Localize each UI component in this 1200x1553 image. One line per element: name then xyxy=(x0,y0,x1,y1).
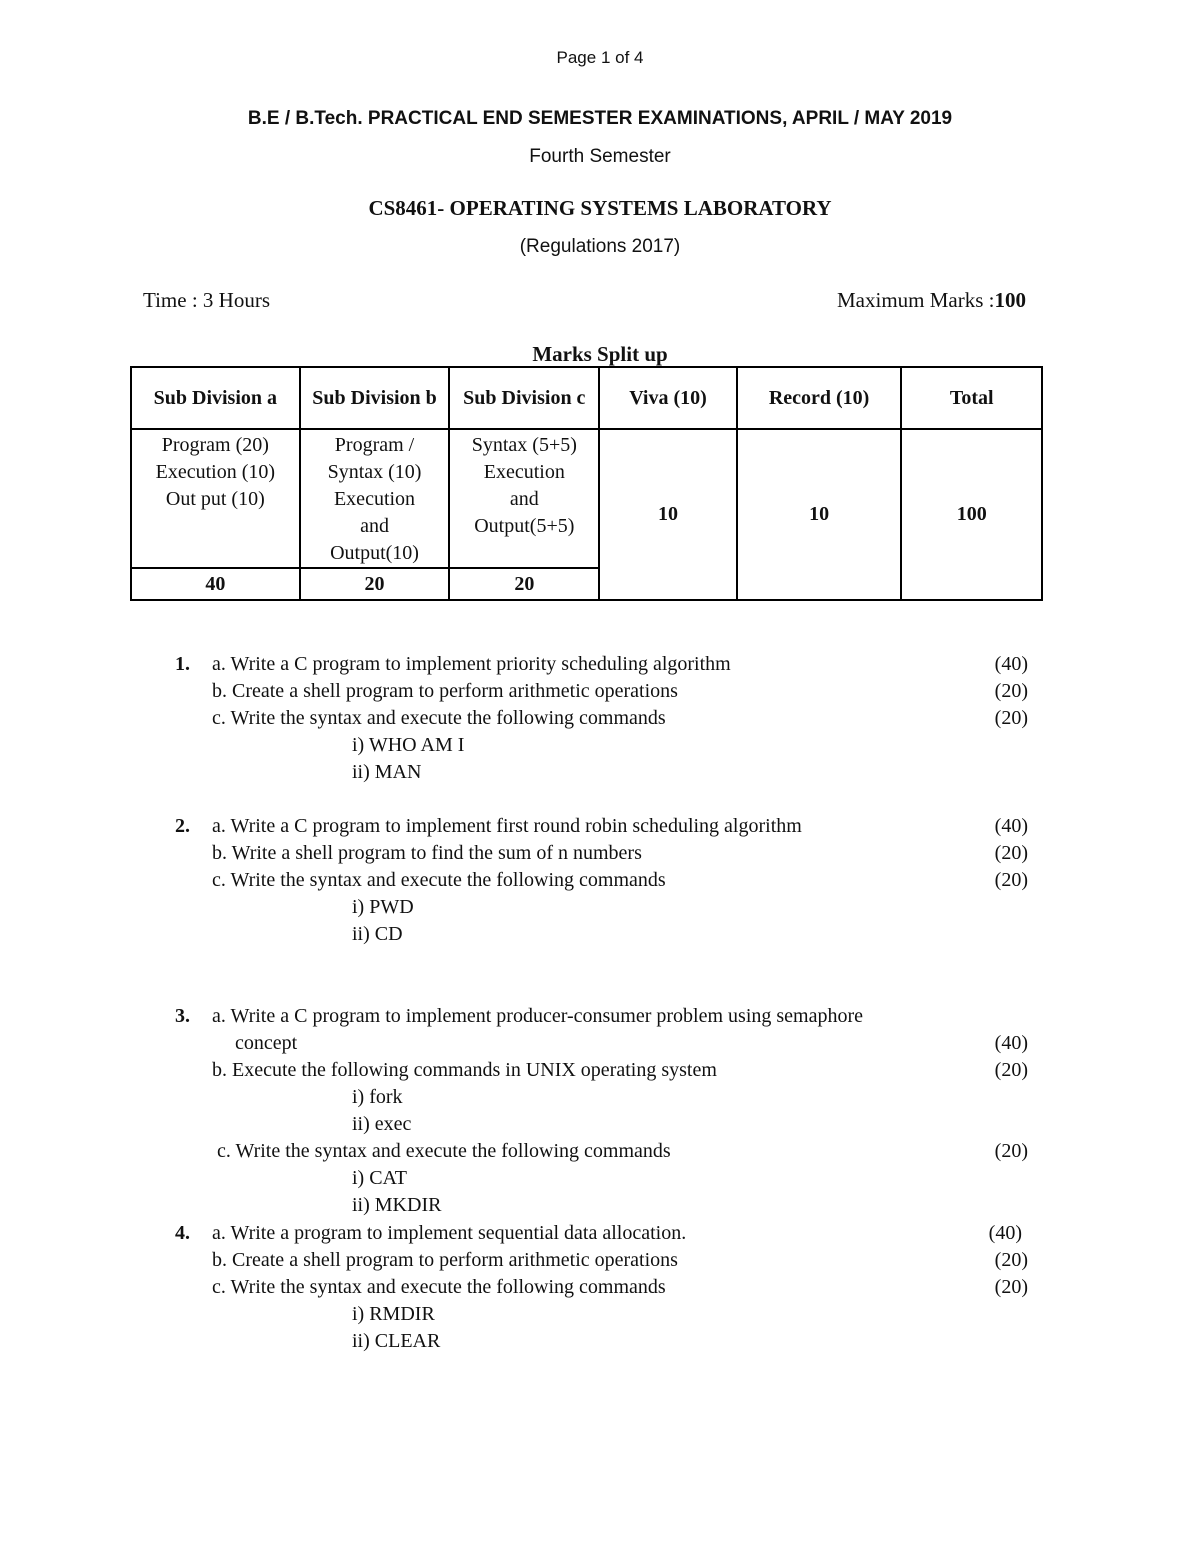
marks-split-table xyxy=(130,366,1043,601)
table-row xyxy=(131,429,1042,568)
marks-split-title: Marks Split up xyxy=(532,342,668,366)
question-part-a: a. Write a C program to implement producer-consumer problem using semaphore xyxy=(212,1005,864,1027)
sub-item: i) CAT xyxy=(352,1167,407,1189)
marks-b: (20) xyxy=(994,1059,1028,1081)
total-cell: 40 xyxy=(131,568,300,600)
desc-line: Output(10) xyxy=(330,542,419,564)
sub-item: i) PWD xyxy=(352,896,414,918)
table-header-row xyxy=(131,367,1042,429)
question-part-b: b. Create a shell program to perform arithmetic operations xyxy=(212,1249,678,1271)
total-cell: 20 xyxy=(449,568,599,600)
header-cell: Total xyxy=(901,367,1042,429)
header-cell: Sub Division a xyxy=(131,367,300,429)
time-label: Time : 3 Hours xyxy=(143,288,270,312)
regulations: (Regulations 2017) xyxy=(519,236,681,257)
max-marks-value: 100 xyxy=(994,288,1026,312)
marks-a: (40) xyxy=(988,1222,1022,1244)
question-part-c: c. Write the syntax and execute the following commands xyxy=(212,707,666,729)
viva-value: 10 xyxy=(599,429,737,600)
sub-item: ii) CD xyxy=(352,923,403,945)
desc-line: Syntax (10) xyxy=(327,461,422,483)
sub-item: ii) MKDIR xyxy=(352,1194,442,1216)
marks-b: (20) xyxy=(994,842,1028,864)
header-cell: Sub Division b xyxy=(300,367,450,429)
sub-item: i) fork xyxy=(352,1086,403,1108)
marks-a: (40) xyxy=(994,1032,1028,1054)
question-number: 2. xyxy=(175,815,190,837)
question-part-c: c. Write the syntax and execute the following commands xyxy=(212,869,666,891)
question-part-a: a. Write a C program to implement priority scheduling algorithm xyxy=(212,653,731,675)
question-part-c: c. Write the syntax and execute the following commands xyxy=(212,1276,666,1298)
desc-line: Syntax (5+5) xyxy=(471,434,577,456)
desc-cell-a xyxy=(131,429,300,568)
marks-c: (20) xyxy=(994,707,1028,729)
marks-c: (20) xyxy=(994,869,1028,891)
desc-line: Execution (10) xyxy=(155,461,276,483)
exam-title: B.E / B.Tech. PRACTICAL END SEMESTER EXAMINATIONS, APRIL / MAY 2019 xyxy=(247,108,953,129)
sub-item: ii) exec xyxy=(352,1113,412,1135)
header-cell: Viva (10) xyxy=(599,367,737,429)
desc-line: Out put (10) xyxy=(165,488,265,510)
question-part-a-cont: concept xyxy=(235,1032,298,1054)
question-part-b: b. Create a shell program to perform arithmetic operations xyxy=(212,680,678,702)
marks-c: (20) xyxy=(994,1140,1028,1162)
sub-item: ii) CLEAR xyxy=(352,1330,441,1352)
question-part-c: c. Write the syntax and execute the following commands xyxy=(217,1140,671,1162)
total-value: 100 xyxy=(901,429,1042,600)
page-number: Page 1 of 4 xyxy=(556,48,644,67)
total-cell: 20 xyxy=(300,568,450,600)
course-title: CS8461- OPERATING SYSTEMS LABORATORY xyxy=(368,196,832,220)
desc-line: Execution xyxy=(483,461,565,483)
semester: Fourth Semester xyxy=(529,146,671,167)
marks-b: (20) xyxy=(994,1249,1028,1271)
marks-a: (40) xyxy=(994,815,1028,837)
desc-line: Execution xyxy=(333,488,416,510)
marks-c: (20) xyxy=(994,1276,1028,1298)
max-marks xyxy=(837,288,1026,313)
record-value: 10 xyxy=(737,429,902,600)
desc-line: Program / xyxy=(334,434,415,456)
marks-a: (40) xyxy=(994,653,1028,675)
max-marks-label: Maximum Marks : xyxy=(837,288,995,312)
question-part-a: a. Write a program to implement sequential data allocation. xyxy=(212,1222,687,1244)
desc-line: Output(5+5) xyxy=(474,515,575,537)
desc-line: and xyxy=(509,488,539,510)
sub-item: i) RMDIR xyxy=(352,1303,435,1325)
question-number: 3. xyxy=(175,1005,190,1027)
header-cell: Sub Division c xyxy=(449,367,599,429)
question-part-a: a. Write a C program to implement first round robin scheduling algorithm xyxy=(212,815,802,837)
question-number: 1. xyxy=(175,653,190,675)
desc-cell-b xyxy=(300,429,450,568)
question-part-b: b. Write a shell program to find the sum of n numbers xyxy=(212,842,642,864)
sub-item: ii) MAN xyxy=(352,761,422,783)
sub-item: i) WHO AM I xyxy=(352,734,465,756)
desc-cell-c xyxy=(449,429,599,568)
question-part-b: b. Execute the following commands in UNIX operating system xyxy=(212,1059,717,1081)
question-number: 4. xyxy=(175,1222,190,1244)
desc-line: and xyxy=(360,515,389,537)
marks-b: (20) xyxy=(994,680,1028,702)
desc-line: Program (20) xyxy=(161,434,269,456)
header-cell: Record (10) xyxy=(737,367,902,429)
